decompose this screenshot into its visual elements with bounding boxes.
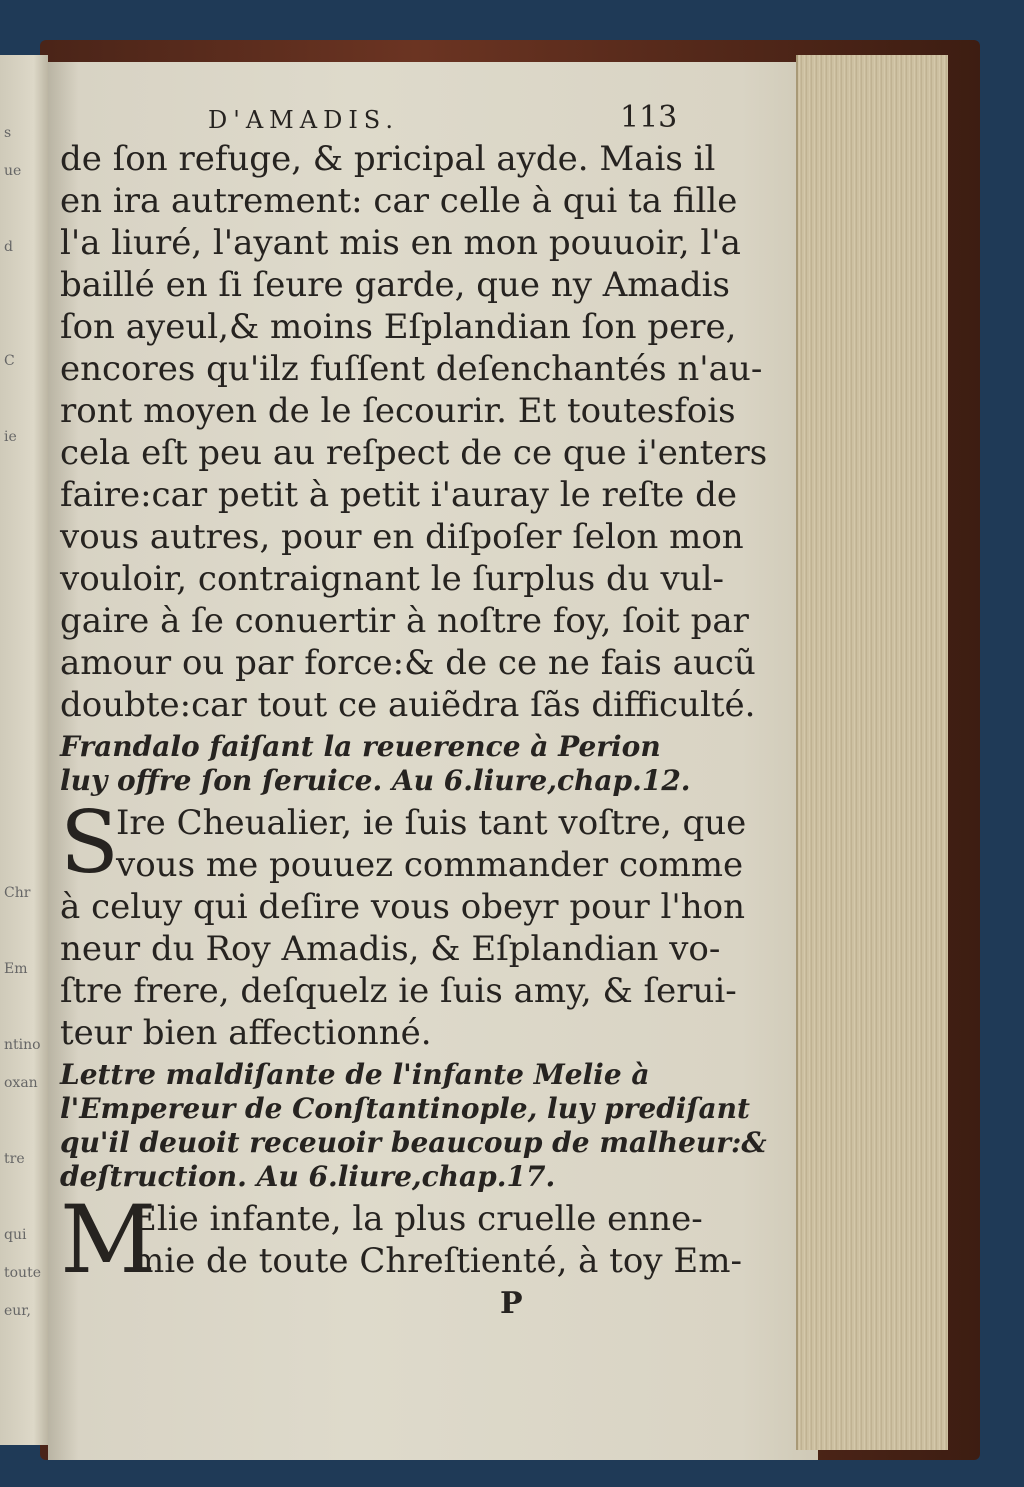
text-line: cela eſt peu au reſpect de ce que i'enters xyxy=(60,433,768,473)
drop-capital: S xyxy=(60,793,119,893)
page-number: 113 xyxy=(620,100,678,135)
previous-page-fragment: tre xyxy=(4,1151,25,1167)
previous-page-fragment xyxy=(4,1189,44,1203)
text-line: doubte:car tout ce auiẽdra ſãs difficulté. xyxy=(60,685,756,725)
previous-page-fragment: ntino xyxy=(4,1037,41,1053)
text-line: l'a liuré, l'ayant mis en mon pouuoir, l'a xyxy=(60,223,741,263)
previous-page-fragment: Chr xyxy=(4,885,31,901)
previous-page-fragment: oxan xyxy=(4,1075,38,1091)
previous-page-fragment xyxy=(4,1113,44,1127)
caption-line: qu'il deuoit receuoir beaucoup de malheur:& xyxy=(60,1126,767,1159)
text-line: vous me pouuez commander comme xyxy=(116,845,744,885)
caption-1 xyxy=(60,730,690,798)
previous-page-fragment: d xyxy=(4,239,13,255)
previous-page-fragment xyxy=(4,201,44,215)
text-line: Elie infante, la plus cruelle enne- xyxy=(132,1199,703,1239)
previous-page-fragment xyxy=(4,847,44,861)
paragraph-3 xyxy=(60,1186,742,1295)
text-line: de ſon refuge, & pricipal ayde. Mais il xyxy=(60,139,716,179)
previous-page-fragment xyxy=(4,581,44,595)
page-header xyxy=(60,100,690,138)
text-line: Ire Cheualier, ie ſuis tant voſtre, que xyxy=(116,803,747,843)
text-line: baillé en ſi ſeure garde, que ny Amadis xyxy=(60,265,730,305)
text-line: mie de toute Chreſtienté, à toy Em- xyxy=(132,1241,742,1281)
previous-page-fragment: C xyxy=(4,353,15,369)
previous-page-fragment xyxy=(4,467,44,481)
previous-page-fragment: eur, xyxy=(4,1303,31,1319)
caption-line: deſtruction. Au 6.liure,chap.17. xyxy=(60,1160,556,1193)
text-line: amour ou par force:& de ce ne fais aucũ xyxy=(60,643,756,683)
signature-mark: P xyxy=(500,1286,523,1321)
previous-page-fragment: ue xyxy=(4,163,22,179)
previous-page-fragment xyxy=(4,315,44,329)
previous-page-fragment: Em xyxy=(4,961,28,977)
text-line: vouloir, contraignant le ſurplus du vul- xyxy=(60,559,724,599)
paragraph-2 xyxy=(60,793,747,1054)
caption-2 xyxy=(60,1058,767,1194)
text-line: encores qu'ilz fuſſent deſenchantés n'au- xyxy=(60,349,763,389)
text-line: faire:car petit à petit i'auray le reſte de xyxy=(60,475,737,515)
drop-capital: M xyxy=(60,1186,157,1295)
paragraph-1 xyxy=(60,138,768,726)
previous-page-fragment xyxy=(4,543,44,557)
text-line: vous autres, pour en diſpoſer ſelon mon xyxy=(60,517,744,557)
text-line: neur du Roy Amadis, & Eſplandian vo- xyxy=(60,929,721,969)
previous-page-fragment: ie xyxy=(4,429,17,445)
previous-page-edge xyxy=(0,55,48,1445)
previous-page-fragment xyxy=(4,733,44,747)
previous-page-fragment xyxy=(4,695,44,709)
page-edges xyxy=(796,55,948,1450)
previous-page-fragment xyxy=(4,277,44,291)
caption-line: luy offre ſon ſeruice. Au 6.liure,chap.12. xyxy=(60,764,691,797)
text-line: gaire à ſe conuertir à noſtre foy, ſoit par xyxy=(60,601,749,641)
previous-page-fragment xyxy=(4,391,44,405)
caption-line: l'Empereur de Conſtantinople, luy prediſant xyxy=(60,1092,750,1125)
text-line: en ira autrement: car celle à qui ta fille xyxy=(60,181,738,221)
previous-page-fragment: qui xyxy=(4,1227,27,1243)
previous-page-fragment xyxy=(4,657,44,671)
text-line: à celuy qui deſire vous obeyr pour l'hon xyxy=(60,887,746,927)
text-line: ſon ayeul,& moins Eſplandian ſon pere, xyxy=(60,307,737,347)
caption-line: Frandalo faiſant la reuerence à Perion xyxy=(60,730,661,763)
previous-page-fragment: s xyxy=(4,125,12,141)
previous-page-fragment xyxy=(4,505,44,519)
previous-page-fragment xyxy=(4,619,44,633)
previous-page-fragment xyxy=(4,809,44,823)
text-line: ſtre frere, deſquelz ie ſuis amy, & ſerui- xyxy=(60,971,737,1011)
previous-page-fragment xyxy=(4,999,44,1013)
caption-line: Lettre maldiſante de l'infante Melie à xyxy=(60,1058,650,1091)
previous-page-fragment xyxy=(4,771,44,785)
text-line: ront moyen de le ſecourir. Et toutesfois xyxy=(60,391,736,431)
page-text xyxy=(60,100,768,1322)
text-line: teur bien affectionné. xyxy=(60,1013,432,1053)
previous-page-fragment xyxy=(4,923,44,937)
running-head: D'AMADIS. xyxy=(208,106,400,134)
previous-page-fragment: toute xyxy=(4,1265,41,1281)
